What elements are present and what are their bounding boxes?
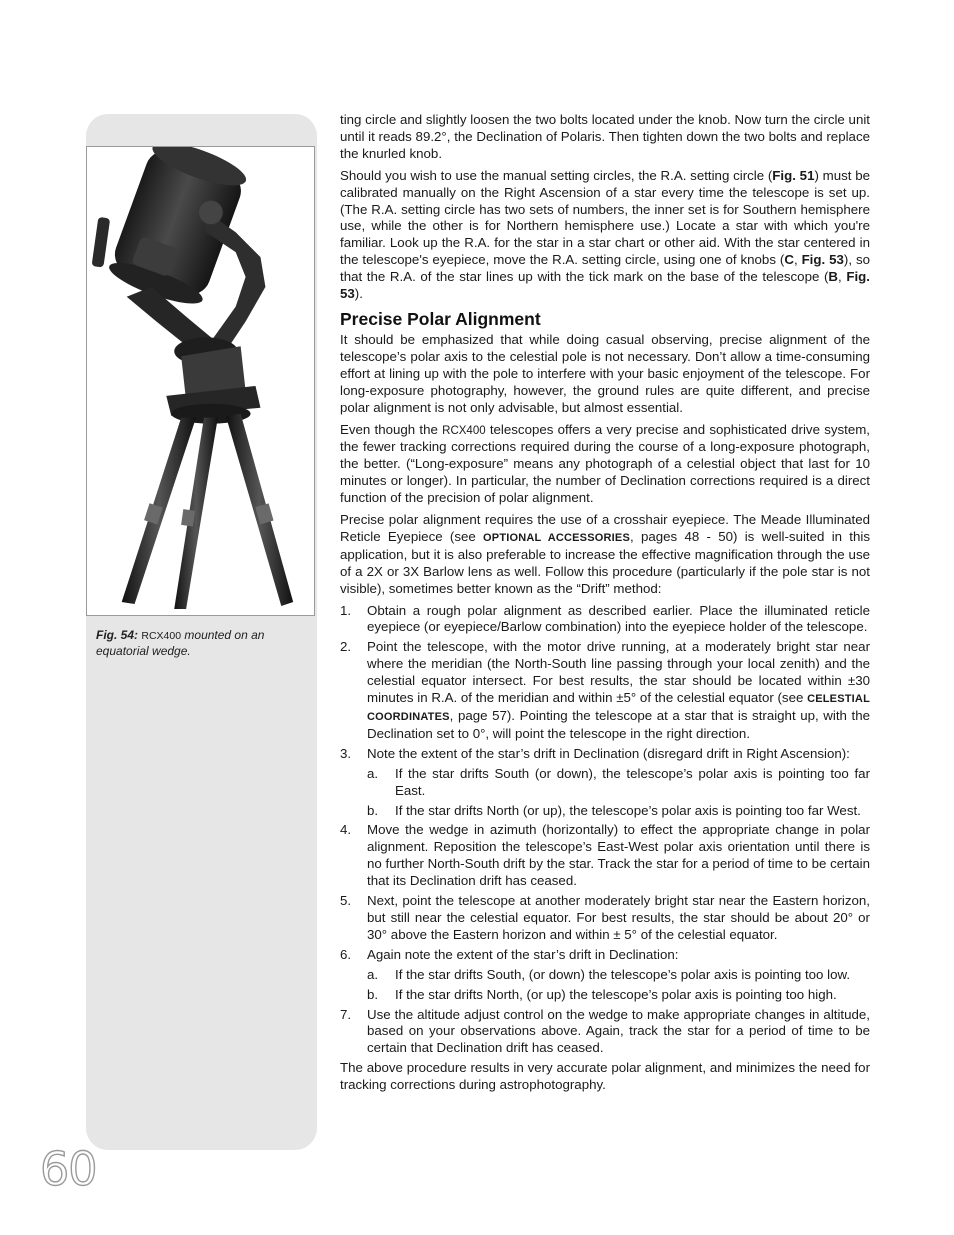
list-item: b. If the star drifts North, (or up) the telescope’s polar axis is pointing too high. [367,986,837,1002]
section-title: Precise Polar Alignment [340,308,541,329]
section-paragraph-1: It should be emphasized that while doing casual observing, precise alignment of the telescope’s polar axis to the celestial pole is not necessary. Don’t allow a time-consuming effort at lining up with the pole to interfere with your basic enjoyment of the telescope. For long-exposure photography, however, the ground rules are quite different, and precise polar alignment is not only advisable, but almost essential. [340,331,870,415]
list-item: 4. Move the wedge in azimuth (horizontally) to effect the appropriate change in polar alignment. Reposition the telescope’s East-West polar axis orientation until there is no further North-South drift by the star. Track the star for a period of time to be certain that its Declination drift has ceased. [340,822,870,889]
sub-list [367,766,870,820]
list-item: 3. Note the extent of the star’s drift in Declination (disregard drift in Right Ascension): a. If the star drifts South (or down), the telescope’s polar axis is pointing too far East. b. If the star drifts North (or up), the telescope’s polar axis is pointing too far West. [340,745,870,818]
section-paragraph-3: Precise polar alignment requires the use of a crosshair eyepiece. The Meade Illuminated Reticle Eyepiece (see OPTIONAL ACCESSORIES, pages 48 - 50) is well-suited in this application, but it is also preferable to increase the effective magnification through the use of a 2X or 3X Barlow lens as well. Follow this procedure (particularly if the pole star is not visible), sometimes better known as the “Drift” method: [340,512,871,596]
list-item: 6. Again note the extent of the star’s drift in Declination: a. If the star drifts South, (or down) the telescope’s polar axis is pointing too low. b. If the star drifts North, (or up) the telescope’s polar axis is pointing too high. [340,947,870,1004]
procedure-steps [340,603,870,1058]
list-item: a. If the star drifts South, (or down) the telescope’s polar axis is pointing too low. [367,966,851,982]
sub-list [367,967,870,1004]
list-item: a. If the star drifts South (or down), the telescope’s polar axis is pointing too far East. [367,765,870,798]
telescope-illustration [87,147,314,615]
list-item: 7. Use the altitude adjust control on the wedge to make appropriate changes in altitude, based on your observations above. Again, track the star for a period of time to be certain that Declination drift has ceased. [340,1006,870,1056]
main-content [340,112,870,1099]
intro-paragraph-2: Should you wish to use the manual setting circles, the R.A. setting circle (Fig. 51) must be calibrated manually on the Right Ascension of a star every time the telescope is set up. (The R.A. setting circle has two sets of numbers, the inner set is for Southern hemisphere use, while the other is for Northern hemisphere use.) Locate a star with which you're familiar. Look up the R.A. for the star in a star chart or other aid. With the star centered in the telescope's eyepiece, move the R.A. setting circle, using one of knobs (C, Fig. 53), so that the R.A. of the star lines up with the tick mark on the base of the telescope (B, Fig. 53). [340,167,871,302]
section-paragraph-2: Even though the RCX400 telescopes offers a very precise and sophisticated drive system, the fewer tracking corrections required during the course of a long-exposure photograph, the better. (“Long-exposure” means any photograph of a celestial object that last for 10 minutes or longer). In particular, the number of Declination corrections required is a direct function of the precision of polar alignment. [340,421,871,506]
figure-label: Fig. 54: [96,628,139,642]
telescope-photo [86,146,315,616]
figure-model: RCX400 [141,630,182,642]
figure-caption [96,628,296,659]
list-item: 1. Obtain a rough polar alignment as described earlier. Place the illuminated reticle eyepiece (or eyepiece/Barlow combination) into the eyepiece holder of the telescope. [340,602,870,635]
list-item: b. If the star drifts North (or up), the telescope’s polar axis is pointing too far West. [367,802,861,818]
page-number: 60 [40,1142,97,1196]
list-item: 5. Next, point the telescope at another moderately bright star near the Eastern horizon, but still near the celestial equator. For best results, the star should be about 20° or 30° above the Eastern horizon and within ± 5° of the celestial equator. [340,893,870,942]
closing-paragraph: The above procedure results in very accurate polar alignment, and minimizes the need for tracking corrections during astrophotography. [340,1060,870,1093]
intro-paragraph-1: ting circle and slightly loosen the two bolts located under the knob. Now turn the circle unit until it reads 89.2°, the Declination of Polaris. Then tighten down the two bolts and replace the knurled knob. [340,112,870,161]
list-item: 2. Point the telescope, with the motor drive running, at a moderately bright star near where the meridian (the North-South line passing through your local zenith) and the celestial equator intersect. For best results, the star should be located within ±30 minutes in R.A. of the meridian and within ±5° of the celestial equator (see CELESTIAL COORDINATES, page 57). Pointing the telescope at a star that is straight up, with the Declination set to 0°, will point the telescope in the right direction. [340,639,870,741]
figure-text: mounted on an equatorial wedge. [96,628,265,658]
